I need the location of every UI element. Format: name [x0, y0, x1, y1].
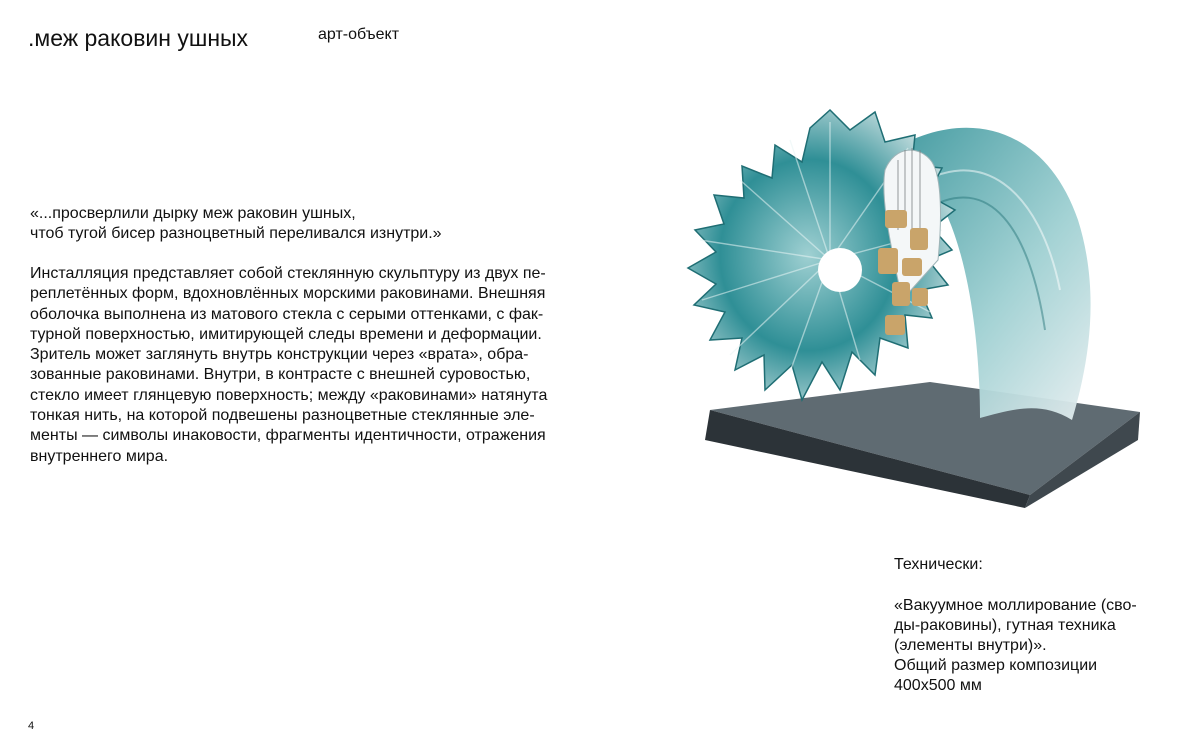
description-line: тонкая нить, на которой подвешены разноцветные стеклянные эле- — [30, 407, 535, 425]
description-line: турной поверхностью, имитирующей следы времени и деформации. — [30, 325, 542, 343]
technical-line: «Вакуумное моллирование (сво- — [894, 597, 1137, 614]
quote-line: чтоб тугой бисер разноцветный переливался изнутри.» — [30, 225, 442, 242]
page-title: .меж раковин ушных — [28, 25, 249, 51]
page-number: 4 — [28, 720, 35, 732]
description-line: Зритель может заглянуть внутрь конструкции через «врата», обра- — [30, 346, 529, 364]
technical-details — [894, 596, 1184, 696]
description-paragraph — [30, 264, 610, 467]
category-label: арт-объект — [318, 26, 400, 43]
technical-line: 400х500 мм — [894, 677, 982, 694]
technical-line: ды-раковины), гутная техника — [894, 617, 1116, 634]
technical-line: Общий размер композиции — [894, 657, 1098, 674]
gate-opening — [818, 248, 862, 292]
technical-line: (элементы внутри)». — [894, 637, 1047, 654]
quote-line: «...просверлили дырку меж раковин ушных, — [30, 205, 356, 222]
description-line: стекло имеет глянцевую поверхность; между «раковинами» натянута — [30, 386, 548, 404]
epigraph-quote — [30, 204, 610, 244]
description-line: зованные раковинами. Внутри, в контрасте с внешней суровостью, — [30, 366, 531, 384]
description-line: реплетённых форм, вдохновлённых морскими раковинами. Внешняя — [30, 285, 546, 303]
description-line: менты — символы инаковости, фрагменты идентичности, отражения — [30, 427, 546, 445]
technical-heading: Технически: — [894, 556, 983, 573]
sculpture-render — [680, 100, 1150, 520]
description-line: оболочка выполнена из матового стекла с серыми оттенками, с фак- — [30, 305, 544, 323]
description-line: внутреннего мира. — [30, 447, 169, 465]
description-line: Инсталляция представляет собой стеклянную скульптуру из двух пе- — [30, 265, 546, 282]
